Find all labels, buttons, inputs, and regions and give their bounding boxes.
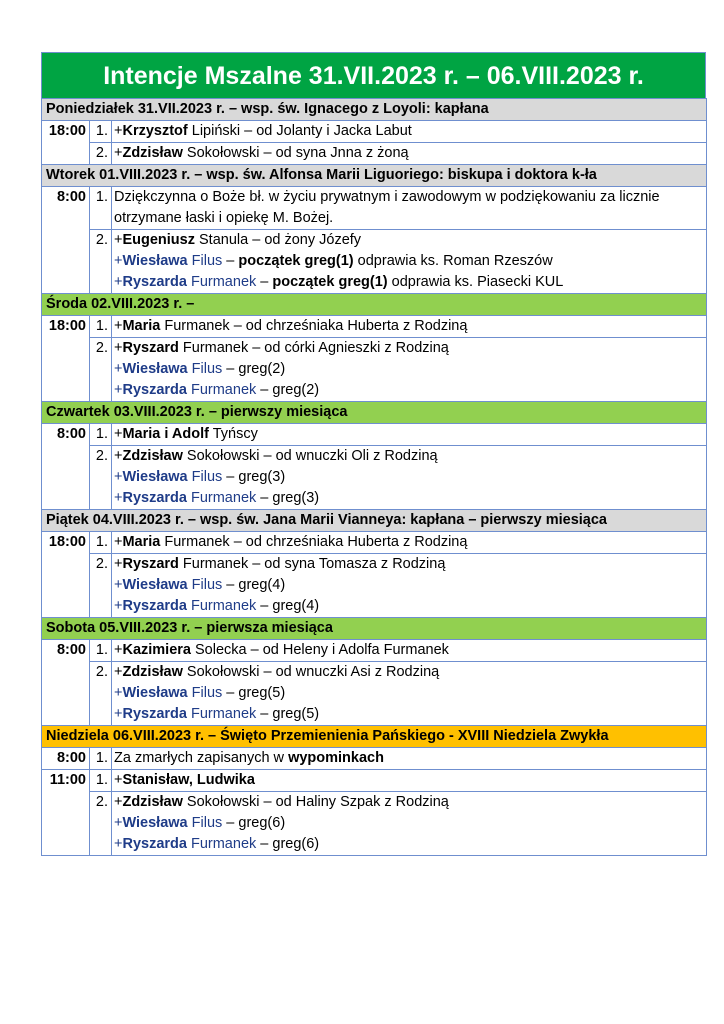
mass-time: 18:00: [42, 532, 90, 618]
intention-row: [42, 121, 707, 143]
intention-row: [42, 230, 707, 294]
intentions-table: [41, 98, 707, 856]
intention-number: 1.: [90, 121, 112, 143]
intention-row: [42, 748, 707, 770]
intention-text: [112, 770, 707, 792]
plain-text: +: [114, 706, 123, 722]
plain-text: Furmanek – od syna Tomasza z Rodziną: [178, 556, 446, 572]
day-header-row: [42, 165, 707, 187]
plain-text: Filus: [187, 361, 223, 377]
day-header-row: [42, 402, 707, 424]
intention-text: [112, 121, 707, 143]
plain-text: +: [114, 123, 123, 139]
intention-row: [42, 446, 707, 510]
name-text: Zdzisław: [122, 664, 183, 680]
intention-line: [114, 488, 706, 509]
intention-number: 2.: [90, 230, 112, 294]
plain-text: Sokołowski – od Haliny Szpak z Rodziną: [182, 794, 449, 810]
intention-text: [112, 230, 707, 294]
name-text: Zdzisław: [122, 448, 183, 464]
plain-text: +: [114, 794, 123, 810]
name-text: Maria: [122, 534, 161, 550]
plain-text: – greg(5): [256, 706, 320, 722]
intention-number: 2.: [90, 143, 112, 165]
plain-text: +: [114, 556, 123, 572]
intention-row: [42, 662, 707, 726]
intention-row: [42, 554, 707, 618]
intention-line: [114, 640, 706, 661]
day-header: Piątek 04.VIII.2023 r. – wsp. św. Jana Marii Vianneya: kapłana – pierwszy miesiąca: [42, 510, 707, 532]
name-text: Maria i Adolf: [122, 426, 209, 442]
plain-text: Tyńscy: [208, 426, 258, 442]
name-text: Eugeniusz: [122, 232, 195, 248]
intention-number: 1.: [90, 748, 112, 770]
plain-text: Sokołowski – od wnuczki Oli z Rodziną: [182, 448, 438, 464]
plain-text: Furmanek – od chrześniaka Huberta z Rodziną: [160, 318, 468, 334]
mass-time: 8:00: [42, 424, 90, 510]
intention-number: 2.: [90, 338, 112, 402]
intention-row: [42, 338, 707, 402]
intention-row: [42, 187, 707, 230]
plain-text: Sokołowski – od wnuczki Asi z Rodziną: [182, 664, 440, 680]
intention-row: [42, 770, 707, 792]
plain-text: –: [222, 253, 239, 269]
name-text: Wiesława: [122, 577, 188, 593]
mass-time: 8:00: [42, 748, 90, 770]
plain-text: – greg(3): [222, 469, 286, 485]
intention-line: [114, 813, 706, 834]
mass-time: 11:00: [42, 770, 90, 856]
intention-text: [112, 316, 707, 338]
plain-text: +: [114, 490, 123, 506]
plain-text: Filus: [187, 815, 223, 831]
intention-text: [112, 143, 707, 165]
plain-text: Furmanek: [186, 382, 257, 398]
intention-line: [114, 596, 706, 617]
intention-line: [114, 230, 706, 251]
intention-text: [112, 187, 707, 230]
day-header: Niedziela 06.VIII.2023 r. – Święto Przemienienia Pańskiego - XVIII Niedziela Zwykła: [42, 726, 707, 748]
intention-line: [114, 446, 706, 467]
name-text: Ryszarda: [122, 706, 187, 722]
intention-number: 1.: [90, 424, 112, 446]
intention-number: 2.: [90, 662, 112, 726]
name-text: Kazimiera: [122, 642, 191, 658]
plain-text: +: [114, 448, 123, 464]
plain-text: – greg(5): [222, 685, 286, 701]
plain-text: – greg(4): [222, 577, 286, 593]
name-text: Wiesława: [122, 815, 188, 831]
intention-line: [114, 792, 706, 813]
intention-line: [114, 316, 706, 337]
intention-text: [112, 662, 707, 726]
intention-text: [112, 424, 707, 446]
intention-line: [114, 704, 706, 725]
plain-text: +: [114, 361, 123, 377]
plain-text: Furmanek: [186, 706, 257, 722]
intention-text: [112, 640, 707, 662]
plain-text: – greg(6): [256, 836, 320, 852]
plain-text: +: [114, 274, 123, 290]
plain-text: – greg(2): [222, 361, 286, 377]
plain-text: +: [114, 232, 123, 248]
intention-line: [114, 467, 706, 488]
intention-text: [112, 338, 707, 402]
plain-text: +: [114, 642, 123, 658]
intention-line: [114, 834, 706, 855]
intention-number: 2.: [90, 446, 112, 510]
name-text: Krzysztof: [122, 123, 188, 139]
day-header-row: [42, 618, 707, 640]
plain-text: +: [114, 772, 123, 788]
name-text: Ryszarda: [122, 274, 187, 290]
mass-time: 18:00: [42, 121, 90, 165]
intention-line: [114, 575, 706, 596]
intention-text: [112, 748, 707, 770]
name-text: Ryszarda: [122, 490, 187, 506]
name-text: Ryszarda: [122, 598, 187, 614]
plain-text: Filus: [187, 577, 223, 593]
plain-text: Furmanek: [186, 836, 257, 852]
day-header-row: [42, 99, 707, 121]
name-text: Wiesława: [122, 685, 188, 701]
mass-time: 8:00: [42, 187, 90, 294]
plain-text: Stanula – od żony Józefy: [194, 232, 362, 248]
plain-text: – greg(4): [256, 598, 320, 614]
intention-line: [114, 770, 706, 791]
name-text: Stanisław, Ludwika: [122, 772, 255, 788]
plain-text: Furmanek – od chrześniaka Huberta z Rodziną: [160, 534, 468, 550]
intention-line: [114, 359, 706, 380]
intention-text: [112, 532, 707, 554]
intention-row: [42, 792, 707, 856]
plain-text: Filus: [187, 685, 223, 701]
day-header-row: [42, 510, 707, 532]
day-header: Poniedziałek 31.VII.2023 r. – wsp. św. Ignacego z Loyoli: kapłana: [42, 99, 707, 121]
intention-line: [114, 338, 706, 359]
plain-text: +: [114, 598, 123, 614]
page-title: Intencje Mszalne 31.VII.2023 r. – 06.VIII.2023 r.: [41, 52, 706, 98]
intention-line: [114, 143, 706, 164]
intention-line: [114, 272, 706, 293]
intention-row: [42, 424, 707, 446]
plain-text: – greg(3): [256, 490, 320, 506]
intention-line: [114, 748, 706, 769]
plain-text: Furmanek: [186, 490, 257, 506]
intention-row: [42, 532, 707, 554]
name-text: początek greg(1): [272, 274, 388, 290]
name-text: Ryszard: [122, 556, 179, 572]
intention-number: 1.: [90, 532, 112, 554]
intention-line: [114, 683, 706, 704]
intention-number: 1.: [90, 770, 112, 792]
name-text: początek greg(1): [238, 253, 354, 269]
name-text: wypominkach: [288, 750, 384, 766]
mass-time: 8:00: [42, 640, 90, 726]
intention-row: [42, 640, 707, 662]
plain-text: +: [114, 664, 123, 680]
intention-text: [112, 554, 707, 618]
plain-text: +: [114, 685, 123, 701]
plain-text: +: [114, 318, 123, 334]
plain-text: Sokołowski – od syna Jnna z żoną: [182, 145, 409, 161]
intention-row: [42, 316, 707, 338]
plain-text: Furmanek – od córki Agnieszki z Rodziną: [178, 340, 449, 356]
intention-number: 2.: [90, 792, 112, 856]
plain-text: +: [114, 815, 123, 831]
name-text: Ryszarda: [122, 382, 187, 398]
plain-text: +: [114, 836, 123, 852]
plain-text: Furmanek: [186, 274, 257, 290]
intention-line: [114, 554, 706, 575]
plain-text: Filus: [187, 253, 223, 269]
day-header: Sobota 05.VIII.2023 r. – pierwsza miesiąca: [42, 618, 707, 640]
name-text: Maria: [122, 318, 161, 334]
name-text: Zdzisław: [122, 794, 183, 810]
plain-text: +: [114, 577, 123, 593]
plain-text: – greg(6): [222, 815, 286, 831]
day-header: Czwartek 03.VIII.2023 r. – pierwszy miesiąca: [42, 402, 707, 424]
intention-line: [114, 662, 706, 683]
intention-row: [42, 143, 707, 165]
name-text: Ryszard: [122, 340, 179, 356]
plain-text: Filus: [187, 469, 223, 485]
plain-text: – greg(2): [256, 382, 320, 398]
name-text: Wiesława: [122, 361, 188, 377]
intention-number: 1.: [90, 640, 112, 662]
intention-line: [114, 532, 706, 553]
intention-line: [114, 121, 706, 142]
intention-line: [114, 424, 706, 445]
plain-text: Solecka – od Heleny i Adolfa Furmanek: [190, 642, 449, 658]
plain-text: Za zmarłych zapisanych w: [114, 750, 289, 766]
plain-text: Lipiński – od Jolanty i Jacka Labut: [187, 123, 412, 139]
plain-text: +: [114, 469, 123, 485]
plain-text: +: [114, 340, 123, 356]
intention-line: [114, 187, 706, 229]
intention-number: 1.: [90, 316, 112, 338]
plain-text: odprawia ks. Roman Rzeszów: [353, 253, 553, 269]
intention-number: 1.: [90, 187, 112, 230]
day-header-row: [42, 294, 707, 316]
plain-text: –: [256, 274, 273, 290]
plain-text: +: [114, 534, 123, 550]
intention-text: [112, 446, 707, 510]
intention-text: [112, 792, 707, 856]
intention-line: [114, 380, 706, 401]
plain-text: +: [114, 145, 123, 161]
plain-text: odprawia ks. Piasecki KUL: [387, 274, 564, 290]
day-header: Środa 02.VIII.2023 r. –: [42, 294, 707, 316]
plain-text: +: [114, 253, 123, 269]
plain-text: Furmanek: [186, 598, 257, 614]
name-text: Wiesława: [122, 253, 188, 269]
day-header: Wtorek 01.VIII.2023 r. – wsp. św. Alfonsa Marii Liguoriego: biskupa i doktora k-ła: [42, 165, 707, 187]
plain-text: Dziękczynna o Boże bł. w życiu prywatnym i zawodowym w podziękowaniu za licznie otrzymane łaski i opiekę M. Bożej.: [114, 189, 660, 226]
mass-time: 18:00: [42, 316, 90, 402]
intention-line: [114, 251, 706, 272]
day-header-row: [42, 726, 707, 748]
name-text: Ryszarda: [122, 836, 187, 852]
plain-text: +: [114, 426, 123, 442]
name-text: Zdzisław: [122, 145, 183, 161]
name-text: Wiesława: [122, 469, 188, 485]
intention-number: 2.: [90, 554, 112, 618]
intentions-sheet: [41, 52, 706, 856]
plain-text: +: [114, 382, 123, 398]
